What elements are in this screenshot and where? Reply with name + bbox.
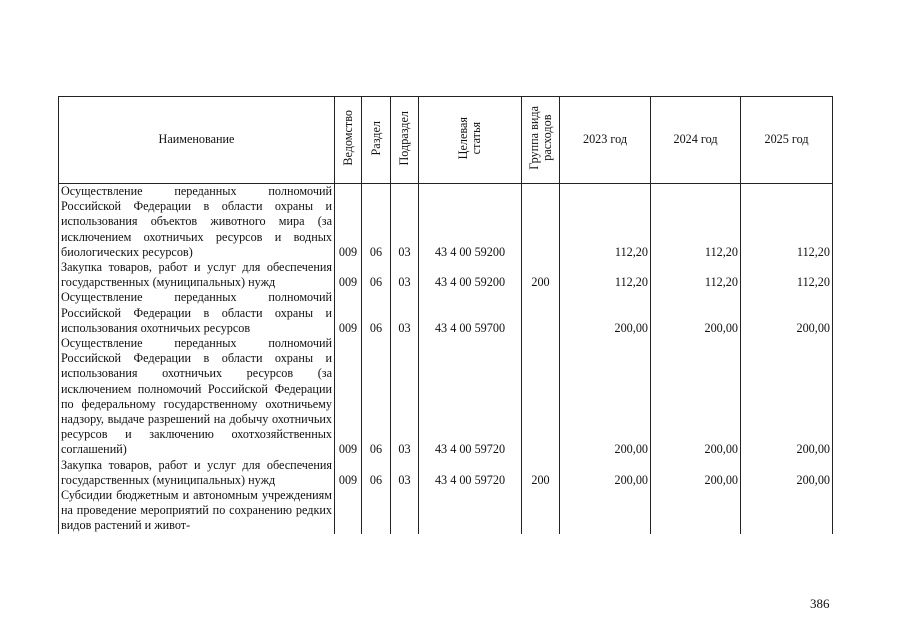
row-2024: 200,00 [651,336,741,458]
row-razdel: 06 [362,184,391,261]
row-vedomstvo [335,488,362,534]
table-header-row [59,97,833,184]
row-2023 [560,488,651,534]
header-gruppa: Группа вида расходов [522,97,560,184]
row-podrazdel: 03 [391,260,419,290]
row-name: Закупка товаров, работ и услуг для обеспечения государственных (муниципальных) нужд [59,260,335,290]
row-tselevaya [419,488,522,534]
row-podrazdel: 03 [391,458,419,488]
row-name: Субсидии бюджетным и автономным учреждениям на проведение мероприятий по сохранению редких видов растений и живот- [59,488,335,534]
row-2023: 200,00 [560,336,651,458]
header-2024: 2024 год [651,97,741,184]
budget-table [58,96,833,534]
row-podrazdel [391,488,419,534]
row-2024: 200,00 [651,458,741,488]
row-2024: 200,00 [651,290,741,336]
row-2023: 112,20 [560,184,651,261]
row-razdel [362,488,391,534]
row-gruppa [522,290,560,336]
row-name: Осуществление переданных полномочий Российской Федерации в области охраны и использования охотничьих ресурсов [59,290,335,336]
table-row [59,336,833,458]
row-gruppa: 200 [522,458,560,488]
row-gruppa [522,336,560,458]
row-name: Осуществление переданных полномочий Российской Федерации в области охраны и использования объектов животного мира (за исключением охотничьих ресурсов и водных биологических ресурсов) [59,184,335,261]
row-2023: 200,00 [560,290,651,336]
row-gruppa: 200 [522,260,560,290]
row-vedomstvo: 009 [335,336,362,458]
header-tselevaya: Целевая статья [419,97,522,184]
row-name: Закупка товаров, работ и услуг для обеспечения государственных (муниципальных) нужд [59,458,335,488]
row-2024: 112,20 [651,260,741,290]
row-podrazdel: 03 [391,290,419,336]
row-razdel: 06 [362,458,391,488]
row-vedomstvo: 009 [335,290,362,336]
row-gruppa [522,488,560,534]
row-razdel: 06 [362,336,391,458]
row-2025: 112,20 [741,184,833,261]
row-2023: 200,00 [560,458,651,488]
row-2025: 200,00 [741,458,833,488]
header-2023: 2023 год [560,97,651,184]
row-gruppa [522,184,560,261]
row-2025: 200,00 [741,290,833,336]
row-tselevaya: 43 4 00 59200 [419,260,522,290]
row-podrazdel: 03 [391,184,419,261]
row-tselevaya: 43 4 00 59200 [419,184,522,261]
row-tselevaya: 43 4 00 59720 [419,336,522,458]
row-podrazdel: 03 [391,336,419,458]
row-vedomstvo: 009 [335,260,362,290]
row-vedomstvo: 009 [335,184,362,261]
row-razdel: 06 [362,260,391,290]
row-tselevaya: 43 4 00 59700 [419,290,522,336]
page-number: 386 [810,596,830,611]
header-razdel: Раздел [362,97,391,184]
row-2025: 200,00 [741,336,833,458]
header-name: Наименование [59,97,335,184]
table-row [59,458,833,488]
row-name: Осуществление переданных полномочий Российской Федерации в области охраны и использования охотничьих ресурсов (за исключением полномочий Российской Федерации по федеральному государственному охотничьему надзору, выдаче разрешений на добычу охотничьих ресурсов и заключению охотхозяйственных соглашений) [59,336,335,458]
table-row [59,488,833,534]
row-vedomstvo: 009 [335,458,362,488]
table-row [59,290,833,336]
row-2024 [651,488,741,534]
row-2025: 112,20 [741,260,833,290]
row-2023: 112,20 [560,260,651,290]
header-2025: 2025 год [741,97,833,184]
header-vedomstvo: Ведомство [335,97,362,184]
table-row [59,260,833,290]
row-2024: 112,20 [651,184,741,261]
table-row [59,184,833,261]
header-podrazdel: Подраздел [391,97,419,184]
row-tselevaya: 43 4 00 59720 [419,458,522,488]
row-razdel: 06 [362,290,391,336]
row-2025 [741,488,833,534]
